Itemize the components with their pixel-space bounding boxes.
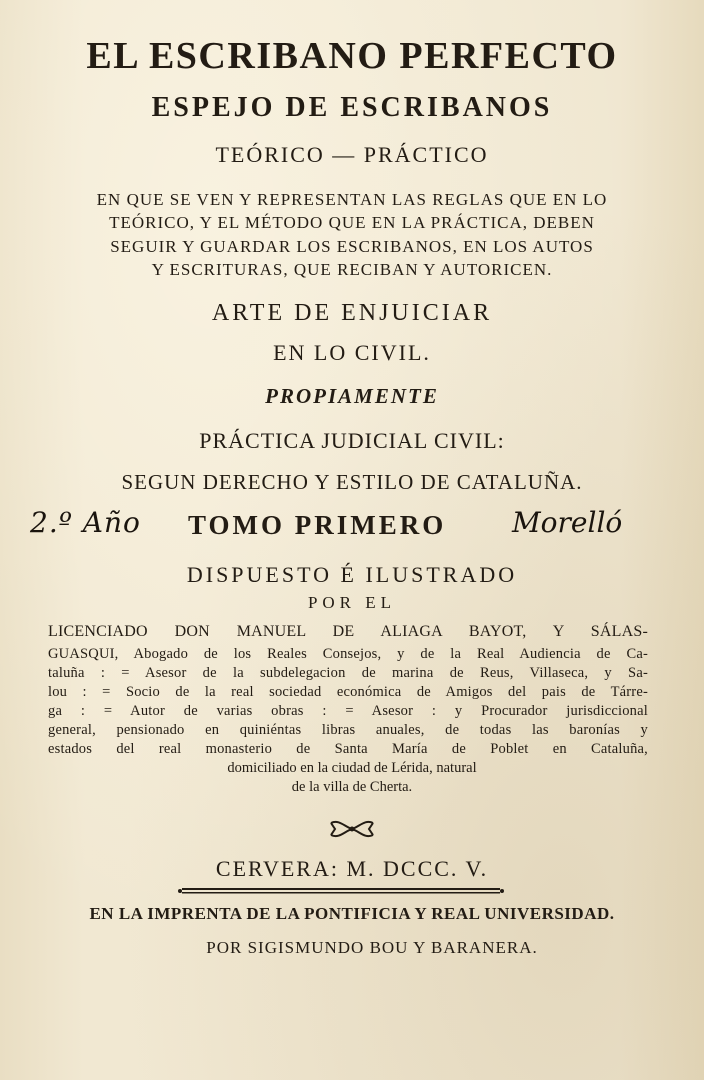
author-line-4: lou : = Socio de la real sociedad económica de Amigos del pais de Tárre- [48,684,648,700]
author-line-9: de la villa de Cherta. [291,779,413,795]
author-line-5: ga : = Autor de varias obras : = Asesor : y Procurador jurisdiccional [48,703,648,719]
description-line-4: Y ESCRITURAS, QUE RECIBAN Y AUTORICEN. [151,260,553,279]
por-el-heading: POR EL [307,593,397,612]
main-title: EL ESCRIBANO PERFECTO [86,35,618,77]
imprint-press: EN LA IMPRENTA DE LA PONTIFICIA Y REAL UNIVERSIDAD. [89,904,615,923]
fleuron-ornament-icon [327,817,377,841]
propiamente-heading: PROPIAMENTE [265,384,439,408]
arte-line-1: ARTE DE ENJUICIAR [211,300,493,326]
author-line-2: GUASQUI, Abogado de los Reales Consejos, y de la Real Audiencia de Ca- [48,646,648,662]
imprint-printer: POR SIGISMUNDO BOU Y BARANERA. [206,938,538,957]
author-line-6: general, pensionado en quiniéntas libras anuales, de todas las baronías y [48,722,648,738]
practica-heading: PRÁCTICA JUDICIAL CIVIL: [199,428,505,453]
subtitle-theory-practice: TEÓRICO — PRÁCTICO [215,142,489,167]
volume-row [0,502,704,552]
description-line-3: SEGUIR Y GUARDAR LOS ESCRIBANOS, EN LOS AUTOS [110,237,594,256]
author-line-3: taluña : = Asesor de la subdelegacion de marina de Reus, Villaseca, y Sa- [48,665,648,681]
author-line-8: domiciliado en la ciudad de Lérida, natural [227,760,477,776]
volume-label: TOMO PRIMERO [188,510,447,540]
author-line-7: estados del real monasterio de Santa María de Poblet en Cataluña, [48,741,648,757]
imprint-place-date: CERVERA: M. DCCC. V. [215,856,489,881]
author-line-1: LICENCIADO DON MANUEL DE ALIAGA BAYOT, Y SÁLAS- [48,623,648,640]
segun-heading: SEGUN DERECHO Y ESTILO DE CATALUÑA. [121,470,583,494]
dispuesto-heading: DISPUESTO É ILUSTRADO [186,562,518,587]
double-rule-divider [178,887,504,895]
description-line-2: TEÓRICO, Y EL MÉTODO QUE EN LA PRÁCTICA, DEBEN [109,213,595,232]
handwritten-owner-signature: Morelló [512,506,623,539]
arte-line-2: EN LO CIVIL. [273,340,431,365]
subtitle: ESPEJO DE ESCRIBANOS [151,92,553,123]
description-line-1: EN QUE SE VEN Y REPRESENTAN LAS REGLAS QUE EN LO [96,190,608,209]
handwritten-year-note: 2.º Año [30,506,141,539]
